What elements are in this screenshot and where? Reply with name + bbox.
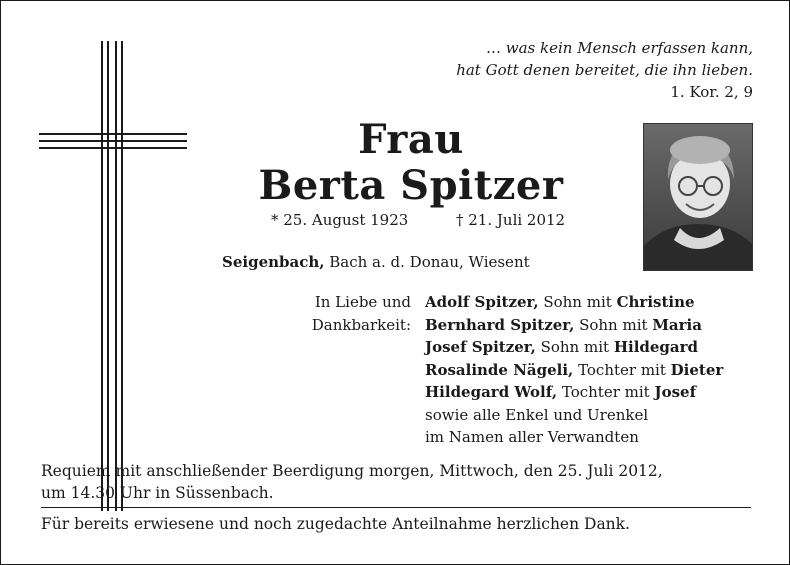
mourner-name: Hildegard Wolf, (425, 383, 558, 401)
mourner-name: Bernhard Spitzer, (425, 315, 575, 334)
mourner-row (425, 314, 723, 337)
bible-quote (456, 37, 753, 103)
mourner-partner: Hildegard (613, 338, 699, 356)
places-line (222, 253, 530, 271)
requiem-line: Requiem mit anschließender Beerdigung morgen, Mittwoch, den 25. Juli 2012, (41, 462, 663, 480)
mourner-name: Rosalinde Nägeli, (425, 360, 574, 379)
mourner-row (425, 336, 723, 359)
mourner-relation: Tochter mit (578, 360, 666, 379)
salutation: Frau (358, 116, 464, 163)
deceased-name: Berta Spitzer (258, 162, 564, 209)
thanks-line: Für bereits erwiesene und noch zugedachte Anteilnahme herzlichen Dank. (41, 515, 630, 533)
birth-date: * 25. August 1923 (271, 211, 409, 229)
mourner-relation: Sohn mit (543, 293, 612, 311)
signature-label-line: Dankbarkeit: (311, 315, 411, 334)
mourner-partner: Christine (616, 293, 695, 311)
cross-vertical-bar (107, 41, 109, 511)
cross-vertical-bar (101, 41, 103, 511)
mourner-row (425, 381, 723, 404)
mourner-name: Adolf Spitzer, (425, 293, 539, 311)
extra-line: sowie alle Enkel und Urenkel (425, 405, 649, 424)
mourners-list (425, 291, 723, 449)
extra-line: im Namen aller Verwandten (425, 428, 639, 446)
death-date: † 21. Juli 2012 (456, 211, 566, 229)
quote-line: … was kein Mensch erfassen kann, (486, 39, 753, 57)
mourner-row (425, 359, 723, 382)
divider (41, 507, 751, 508)
mourner-partner: Josef (654, 383, 697, 401)
portrait-photo (643, 123, 753, 271)
portrait-image (644, 124, 752, 270)
mourner-row (425, 291, 723, 314)
signature-label-line: In Liebe und (314, 293, 411, 311)
main-place: Seigenbach, (222, 253, 325, 271)
mourner-partner: Maria (652, 315, 702, 334)
cross-vertical-bar (121, 41, 123, 511)
mourner-relation: Sohn mit (579, 315, 648, 334)
mourner-name: Josef Spitzer, (425, 338, 536, 356)
cross-vertical-bar (115, 41, 117, 511)
quote-source: 1. Kor. 2, 9 (670, 83, 753, 101)
other-places: Bach a. d. Donau, Wiesent (329, 253, 530, 271)
quote-line: hat Gott denen bereitet, die ihn lieben. (456, 61, 753, 79)
cross-horizontal-bar (39, 140, 187, 142)
requiem-notice (41, 460, 761, 504)
requiem-line: um 14.30 Uhr in Süssenbach. (41, 484, 274, 502)
mourner-partner: Dieter (670, 360, 724, 379)
cross-horizontal-bar (39, 133, 187, 135)
signature-label (259, 291, 411, 336)
cross-icon (39, 41, 187, 511)
cross-horizontal-bar (39, 147, 187, 149)
mourner-relation: Sohn mit (540, 338, 610, 356)
mourner-relation: Tochter mit (561, 383, 650, 401)
